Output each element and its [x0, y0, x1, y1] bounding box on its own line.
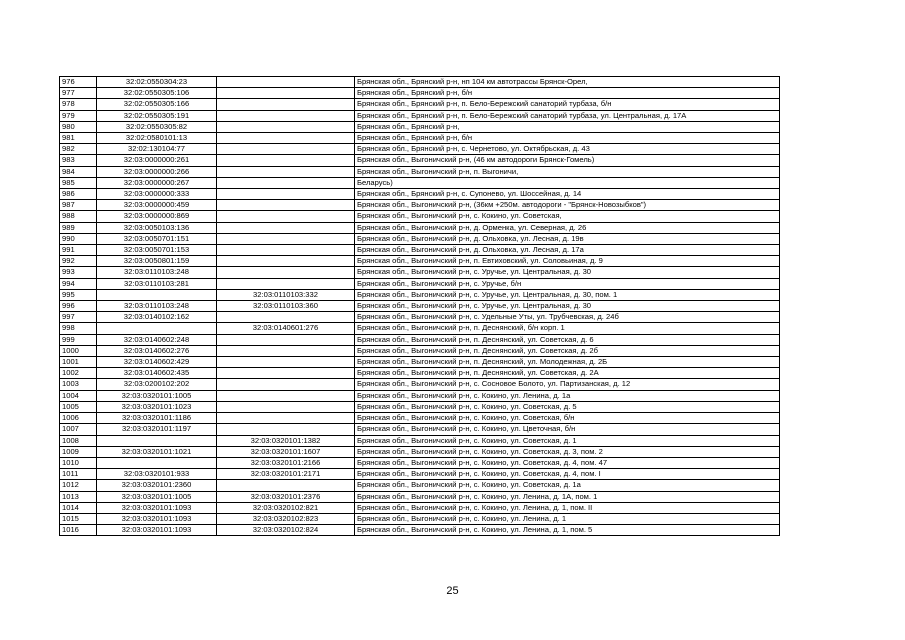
address-cell: Брянская обл., Выгоничский р-н, с. Кокино, ул. Советская, д. 5	[355, 401, 780, 412]
table-row	[60, 435, 780, 446]
address-cell: Брянская обл., Брянский р-н, с. Супонево, ул. Шоссейная, д. 14	[355, 189, 780, 200]
address-cell: Брянская обл., Брянский р-н, п. Бело-Бережский санаторий турбаза, ул. Центральная, д. 17А	[355, 110, 780, 121]
row-number-cell: 1007	[60, 424, 97, 435]
related-cadastral-number-cell	[217, 379, 355, 390]
cadastral-number-cell	[97, 457, 217, 468]
table-row	[60, 110, 780, 121]
row-number-cell: 979	[60, 110, 97, 121]
address-cell: Брянская обл., Выгоничский р-н, п. Деснянский, ул. Советская, д. 6	[355, 334, 780, 345]
related-cadastral-number-cell	[217, 401, 355, 412]
cadastral-number-cell: 32:03:0050103:136	[97, 222, 217, 233]
row-number-cell: 1015	[60, 513, 97, 524]
table-row	[60, 502, 780, 513]
address-cell: Брянская обл., Выгоничский р-н, с. Сосновое Болото, ул. Партизанская, д. 12	[355, 379, 780, 390]
cadastral-number-cell: 32:03:0320101:1005	[97, 491, 217, 502]
table-row	[60, 256, 780, 267]
address-cell: Брянская обл., Брянский р-н, с. Чернетово, ул. Октябрьская, д. 43	[355, 144, 780, 155]
address-cell: Брянская обл., Выгоничский р-н, п. Деснянский, ул. Советская, д. 2А	[355, 368, 780, 379]
related-cadastral-number-cell	[217, 121, 355, 132]
table-row	[60, 245, 780, 256]
row-number-cell: 988	[60, 211, 97, 222]
address-cell: Брянская обл., Выгоничский р-н, с. Кокино, ул. Советская,	[355, 211, 780, 222]
related-cadastral-number-cell	[217, 413, 355, 424]
cadastral-number-cell: 32:02:0550304:23	[97, 77, 217, 88]
cadastral-number-cell	[97, 435, 217, 446]
table-row	[60, 390, 780, 401]
address-cell: Брянская обл., Выгоничский р-н, (36км +250м. автодороги - "Брянск-Новозыбков")	[355, 200, 780, 211]
cadastral-number-cell: 32:03:0000000:267	[97, 177, 217, 188]
cadastral-number-cell: 32:02:0580101:13	[97, 133, 217, 144]
row-number-cell: 991	[60, 245, 97, 256]
related-cadastral-number-cell	[217, 345, 355, 356]
row-number-cell: 990	[60, 233, 97, 244]
cadastral-number-cell: 32:02:130104:77	[97, 144, 217, 155]
row-number-cell: 1004	[60, 390, 97, 401]
table-row	[60, 177, 780, 188]
row-number-cell: 994	[60, 278, 97, 289]
row-number-cell: 1014	[60, 502, 97, 513]
row-number-cell: 997	[60, 312, 97, 323]
cadastral-number-cell: 32:03:0200102:202	[97, 379, 217, 390]
row-number-cell: 980	[60, 121, 97, 132]
table-row	[60, 334, 780, 345]
address-cell: Брянская обл., Выгоничский р-н, с. Уручье, ул. Центральная, д. 30	[355, 267, 780, 278]
related-cadastral-number-cell	[217, 424, 355, 435]
related-cadastral-number-cell: 32:03:0320101:2376	[217, 491, 355, 502]
table-row	[60, 278, 780, 289]
cadastral-number-cell: 32:03:0320101:1093	[97, 513, 217, 524]
table-row	[60, 189, 780, 200]
table-row	[60, 267, 780, 278]
address-cell: Брянская обл., Выгоничский р-н, д. Ольховка, ул. Лесная, д. 19в	[355, 233, 780, 244]
table-row	[60, 211, 780, 222]
related-cadastral-number-cell	[217, 390, 355, 401]
related-cadastral-number-cell	[217, 99, 355, 110]
address-cell: Брянская обл., Выгоничский р-н, с. Кокино, ул. Ленина, д. 1, пом. II	[355, 502, 780, 513]
row-number-cell: 996	[60, 301, 97, 312]
address-cell: Брянская обл., Выгоничский р-н, д. Орменка, ул. Северная, д. 26	[355, 222, 780, 233]
row-number-cell: 977	[60, 88, 97, 99]
cadastral-number-cell: 32:03:0320101:1093	[97, 525, 217, 536]
address-cell: Брянская обл., Брянский р-н, п. Бело-Бережский санаторий турбаза, б/н	[355, 99, 780, 110]
related-cadastral-number-cell	[217, 133, 355, 144]
related-cadastral-number-cell	[217, 368, 355, 379]
address-cell: Брянская обл., Выгоничский р-н, с. Кокино, ул. Цветочная, б/н	[355, 424, 780, 435]
address-cell: Брянская обл., Выгоничский р-н, с. Кокино, ул. Советская, д. 3, пом. 2	[355, 446, 780, 457]
table-row	[60, 491, 780, 502]
row-number-cell: 1005	[60, 401, 97, 412]
cadastral-number-cell: 32:03:0320101:1021	[97, 446, 217, 457]
related-cadastral-number-cell	[217, 222, 355, 233]
related-cadastral-number-cell	[217, 357, 355, 368]
table-row	[60, 525, 780, 536]
cadastral-number-cell: 32:03:0000000:261	[97, 155, 217, 166]
row-number-cell: 1006	[60, 413, 97, 424]
table-row	[60, 155, 780, 166]
cadastral-number-cell: 32:03:0320101:1186	[97, 413, 217, 424]
related-cadastral-number-cell	[217, 88, 355, 99]
registry-table-body	[60, 77, 780, 536]
table-row	[60, 222, 780, 233]
row-number-cell: 1013	[60, 491, 97, 502]
address-cell: Брянская обл., Брянский р-н, б/н	[355, 133, 780, 144]
related-cadastral-number-cell	[217, 256, 355, 267]
row-number-cell: 982	[60, 144, 97, 155]
related-cadastral-number-cell	[217, 200, 355, 211]
row-number-cell: 984	[60, 166, 97, 177]
address-cell: Беларусь)	[355, 177, 780, 188]
cadastral-number-cell	[97, 289, 217, 300]
related-cadastral-number-cell	[217, 77, 355, 88]
cadastral-number-cell: 32:03:0320101:1093	[97, 502, 217, 513]
table-row	[60, 446, 780, 457]
row-number-cell: 995	[60, 289, 97, 300]
row-number-cell: 989	[60, 222, 97, 233]
table-row	[60, 345, 780, 356]
table-row	[60, 379, 780, 390]
address-cell: Брянская обл., Выгоничский р-н, с. Уручье, ул. Центральная, д. 30, пом. 1	[355, 289, 780, 300]
related-cadastral-number-cell: 32:03:0320102:823	[217, 513, 355, 524]
cadastral-number-cell: 32:03:0320101:1197	[97, 424, 217, 435]
table-row	[60, 301, 780, 312]
row-number-cell: 1008	[60, 435, 97, 446]
cadastral-number-cell: 32:03:0320101:1023	[97, 401, 217, 412]
related-cadastral-number-cell	[217, 189, 355, 200]
cadastral-number-cell: 32:03:0140602:435	[97, 368, 217, 379]
table-row	[60, 457, 780, 468]
related-cadastral-number-cell	[217, 155, 355, 166]
related-cadastral-number-cell	[217, 480, 355, 491]
table-row	[60, 424, 780, 435]
row-number-cell: 1016	[60, 525, 97, 536]
cadastral-number-cell: 32:03:0110103:248	[97, 267, 217, 278]
related-cadastral-number-cell	[217, 110, 355, 121]
table-row	[60, 133, 780, 144]
cadastral-number-cell: 32:03:0140602:276	[97, 345, 217, 356]
registry-table	[59, 76, 780, 536]
cadastral-number-cell: 32:03:0000000:266	[97, 166, 217, 177]
cadastral-number-cell: 32:03:0320101:1005	[97, 390, 217, 401]
row-number-cell: 992	[60, 256, 97, 267]
cadastral-number-cell: 32:03:0140602:248	[97, 334, 217, 345]
related-cadastral-number-cell	[217, 334, 355, 345]
address-cell: Брянская обл., Выгоничский р-н, п. Выгоничи,	[355, 166, 780, 177]
address-cell: Брянская обл., Выгоничский р-н, п. Евтиховский, ул. Соловьиная, д. 9	[355, 256, 780, 267]
address-cell: Брянская обл., Брянский р-н, б/н	[355, 88, 780, 99]
table-row	[60, 323, 780, 334]
table-row	[60, 469, 780, 480]
address-cell: Брянская обл., Выгоничский р-н, п. Деснянский, ул. Молодежная, д. 2Б	[355, 357, 780, 368]
table-row	[60, 88, 780, 99]
address-cell: Брянская обл., Выгоничский р-н, п. Деснянский, ул. Советская, д. 2б	[355, 345, 780, 356]
cadastral-number-cell: 32:03:0000000:333	[97, 189, 217, 200]
table-row	[60, 312, 780, 323]
cadastral-number-cell: 32:03:0320101:2360	[97, 480, 217, 491]
address-cell: Брянская обл., Выгоничский р-н, с. Кокино, ул. Советская, д. 4, пом. I	[355, 469, 780, 480]
row-number-cell: 1000	[60, 345, 97, 356]
related-cadastral-number-cell	[217, 278, 355, 289]
row-number-cell: 1011	[60, 469, 97, 480]
cadastral-number-cell: 32:02:0550305:191	[97, 110, 217, 121]
cadastral-number-cell: 32:03:0050701:151	[97, 233, 217, 244]
address-cell: Брянская обл., Выгоничский р-н, (46 км автодороги Брянск-Гомель)	[355, 155, 780, 166]
table-row	[60, 289, 780, 300]
cadastral-number-cell: 32:03:0140102:162	[97, 312, 217, 323]
row-number-cell: 976	[60, 77, 97, 88]
address-cell: Брянская обл., Выгоничский р-н, с. Удельные Уты, ул. Трубчевская, д. 24б	[355, 312, 780, 323]
table-row	[60, 368, 780, 379]
related-cadastral-number-cell	[217, 245, 355, 256]
related-cadastral-number-cell: 32:03:0110103:360	[217, 301, 355, 312]
row-number-cell: 986	[60, 189, 97, 200]
address-cell: Брянская обл., Выгоничский р-н, с. Кокино, ул. Ленина, д. 1А, пом. 1	[355, 491, 780, 502]
cadastral-number-cell: 32:03:0050801:159	[97, 256, 217, 267]
table-row	[60, 99, 780, 110]
cadastral-number-cell: 32:02:0550305:106	[97, 88, 217, 99]
cadastral-number-cell: 32:03:0110103:248	[97, 301, 217, 312]
address-cell: Брянская обл., Выгоничский р-н, с. Кокино, ул. Ленина, д. 1, пом. 5	[355, 525, 780, 536]
related-cadastral-number-cell: 32:03:0320101:2166	[217, 457, 355, 468]
row-number-cell: 981	[60, 133, 97, 144]
related-cadastral-number-cell: 32:03:0320101:1382	[217, 435, 355, 446]
table-row	[60, 357, 780, 368]
address-cell: Брянская обл., Выгоничский р-н, с. Кокино, ул. Советская, д. 1	[355, 435, 780, 446]
row-number-cell: 1003	[60, 379, 97, 390]
table-row	[60, 233, 780, 244]
row-number-cell: 983	[60, 155, 97, 166]
address-cell: Брянская обл., Выгоничский р-н, с. Кокино, ул. Советская, д. 1а	[355, 480, 780, 491]
related-cadastral-number-cell: 32:03:0320101:2171	[217, 469, 355, 480]
row-number-cell: 985	[60, 177, 97, 188]
table-row	[60, 480, 780, 491]
cadastral-number-cell: 32:02:0550305:82	[97, 121, 217, 132]
row-number-cell: 1009	[60, 446, 97, 457]
cadastral-number-cell: 32:02:0550305:166	[97, 99, 217, 110]
related-cadastral-number-cell	[217, 267, 355, 278]
cadastral-number-cell	[97, 323, 217, 334]
table-row	[60, 401, 780, 412]
cadastral-number-cell: 32:03:0050701:153	[97, 245, 217, 256]
address-cell: Брянская обл., Брянский р-н,	[355, 121, 780, 132]
related-cadastral-number-cell	[217, 144, 355, 155]
address-cell: Брянская обл., Выгоничский р-н, с. Кокино, ул. Ленина, д. 1а	[355, 390, 780, 401]
related-cadastral-number-cell	[217, 233, 355, 244]
related-cadastral-number-cell: 32:03:0320102:824	[217, 525, 355, 536]
related-cadastral-number-cell	[217, 166, 355, 177]
row-number-cell: 999	[60, 334, 97, 345]
cadastral-number-cell: 32:03:0140602:429	[97, 357, 217, 368]
table-row	[60, 121, 780, 132]
table-row	[60, 413, 780, 424]
address-cell: Брянская обл., Брянский р-н, нп 104 км автотрассы Брянск-Орел,	[355, 77, 780, 88]
address-cell: Брянская обл., Выгоничский р-н, п. Деснянский, б/н корп. 1	[355, 323, 780, 334]
related-cadastral-number-cell	[217, 177, 355, 188]
related-cadastral-number-cell	[217, 312, 355, 323]
address-cell: Брянская обл., Выгоничский р-н, с. Кокино, ул. Советская, д. 4, пом. 47	[355, 457, 780, 468]
row-number-cell: 1010	[60, 457, 97, 468]
row-number-cell: 1001	[60, 357, 97, 368]
cadastral-number-cell: 32:03:0000000:459	[97, 200, 217, 211]
address-cell: Брянская обл., Выгоничский р-н, с. Уручье, ул. Центральная, д. 30	[355, 301, 780, 312]
row-number-cell: 987	[60, 200, 97, 211]
related-cadastral-number-cell	[217, 211, 355, 222]
table-row	[60, 77, 780, 88]
address-cell: Брянская обл., Выгоничский р-н, с. Кокино, ул. Советская, б/н	[355, 413, 780, 424]
cadastral-number-cell: 32:03:0110103:281	[97, 278, 217, 289]
row-number-cell: 1002	[60, 368, 97, 379]
row-number-cell: 998	[60, 323, 97, 334]
row-number-cell: 993	[60, 267, 97, 278]
table-row	[60, 144, 780, 155]
related-cadastral-number-cell: 32:03:0110103:332	[217, 289, 355, 300]
address-cell: Брянская обл., Выгоничский р-н, д. Ольховка, ул. Лесная, д. 17а	[355, 245, 780, 256]
row-number-cell: 978	[60, 99, 97, 110]
cadastral-number-cell: 32:03:0320101:933	[97, 469, 217, 480]
table-row	[60, 166, 780, 177]
address-cell: Брянская обл., Выгоничский р-н, с. Уручье, б/н	[355, 278, 780, 289]
related-cadastral-number-cell: 32:03:0320102:821	[217, 502, 355, 513]
cadastral-number-cell: 32:03:0000000:869	[97, 211, 217, 222]
related-cadastral-number-cell: 32:03:0320101:1607	[217, 446, 355, 457]
page-number: 25	[446, 585, 459, 597]
related-cadastral-number-cell: 32:03:0140601:276	[217, 323, 355, 334]
address-cell: Брянская обл., Выгоничский р-н, с. Кокино, ул. Ленина, д. 1	[355, 513, 780, 524]
table-row	[60, 513, 780, 524]
table-row	[60, 200, 780, 211]
row-number-cell: 1012	[60, 480, 97, 491]
